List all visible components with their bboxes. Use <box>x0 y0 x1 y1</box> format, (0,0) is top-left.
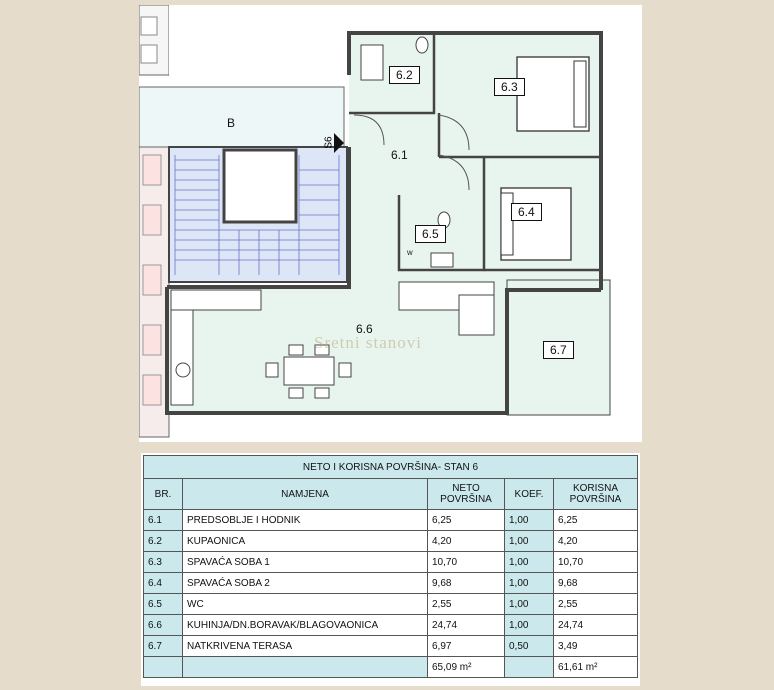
table-row <box>144 594 638 615</box>
cell-namjena: KUPAONICA <box>183 531 428 552</box>
cell-neto: 10,70 <box>428 552 505 573</box>
total-neto: 65,09 m² <box>428 657 505 678</box>
cell-br: 6.2 <box>144 531 183 552</box>
cell-br: 6.3 <box>144 552 183 573</box>
cell-koef: 1,00 <box>505 531 554 552</box>
room-label-6-2: 6.2 <box>389 66 420 84</box>
table-row <box>144 615 638 636</box>
header-korisna: KORISNA POVRŠINA <box>554 479 638 510</box>
cell-br: 6.7 <box>144 636 183 657</box>
total-spacer <box>144 657 183 678</box>
room-label-6-5: 6.5 <box>415 225 446 243</box>
cell-korisna: 10,70 <box>554 552 638 573</box>
table-row <box>144 552 638 573</box>
cell-korisna: 2,55 <box>554 594 638 615</box>
cell-neto: 6,25 <box>428 510 505 531</box>
table-title: NETO I KORISNA POVRŠINA- STAN 6 <box>144 456 638 479</box>
header-neto: NETO POVRŠINA <box>428 479 505 510</box>
area-table-grid <box>143 455 638 678</box>
area-table <box>141 453 640 686</box>
header-koef: KOEF. <box>505 479 554 510</box>
total-korisna: 61,61 m² <box>554 657 638 678</box>
room-label-6-4: 6.4 <box>511 203 542 221</box>
watermark: Sretni stanovi <box>314 333 422 352</box>
cell-korisna: 4,20 <box>554 531 638 552</box>
cell-namjena: SPAVAĆA SOBA 1 <box>183 552 428 573</box>
cell-koef: 1,00 <box>505 510 554 531</box>
room-label-6-1: 6.1 <box>391 148 408 162</box>
cell-namjena: NATKRIVENA TERASA <box>183 636 428 657</box>
room-label-6-3: 6.3 <box>494 78 525 96</box>
cell-br: 6.6 <box>144 615 183 636</box>
table-row <box>144 531 638 552</box>
cell-korisna: 6,25 <box>554 510 638 531</box>
floor-plan <box>139 5 642 442</box>
header-br: BR. <box>144 479 183 510</box>
cell-korisna: 9,68 <box>554 573 638 594</box>
total-spacer <box>183 657 428 678</box>
cell-koef: 1,00 <box>505 615 554 636</box>
header-namjena: NAMJENA <box>183 479 428 510</box>
cell-br: 6.4 <box>144 573 183 594</box>
table-row <box>144 510 638 531</box>
cell-br: 6.5 <box>144 594 183 615</box>
cell-namjena: WC <box>183 594 428 615</box>
cell-neto: 9,68 <box>428 573 505 594</box>
cell-korisna: 24,74 <box>554 615 638 636</box>
cell-namjena: PREDSOBLJE I HODNIK <box>183 510 428 531</box>
cell-koef: 1,00 <box>505 552 554 573</box>
cell-neto: 2,55 <box>428 594 505 615</box>
cell-neto: 6,97 <box>428 636 505 657</box>
cell-korisna: 3,49 <box>554 636 638 657</box>
cell-koef: 1,00 <box>505 594 554 615</box>
table-row <box>144 573 638 594</box>
cell-namjena: SPAVAĆA SOBA 2 <box>183 573 428 594</box>
cell-koef: 1,00 <box>505 573 554 594</box>
room-label-6-7: 6.7 <box>543 341 574 359</box>
wc-marker: W <box>407 251 413 257</box>
cell-namjena: KUHINJA/DN.BORAVAK/BLAGOVAONICA <box>183 615 428 636</box>
cell-neto: 24,74 <box>428 615 505 636</box>
table-row <box>144 636 638 657</box>
cell-koef: 0,50 <box>505 636 554 657</box>
entrance-label: S6 <box>323 136 335 149</box>
room-label-b: B <box>227 116 236 130</box>
total-spacer <box>505 657 554 678</box>
cell-neto: 4,20 <box>428 531 505 552</box>
cell-br: 6.1 <box>144 510 183 531</box>
room-label-6-6: 6.6 <box>356 322 373 336</box>
